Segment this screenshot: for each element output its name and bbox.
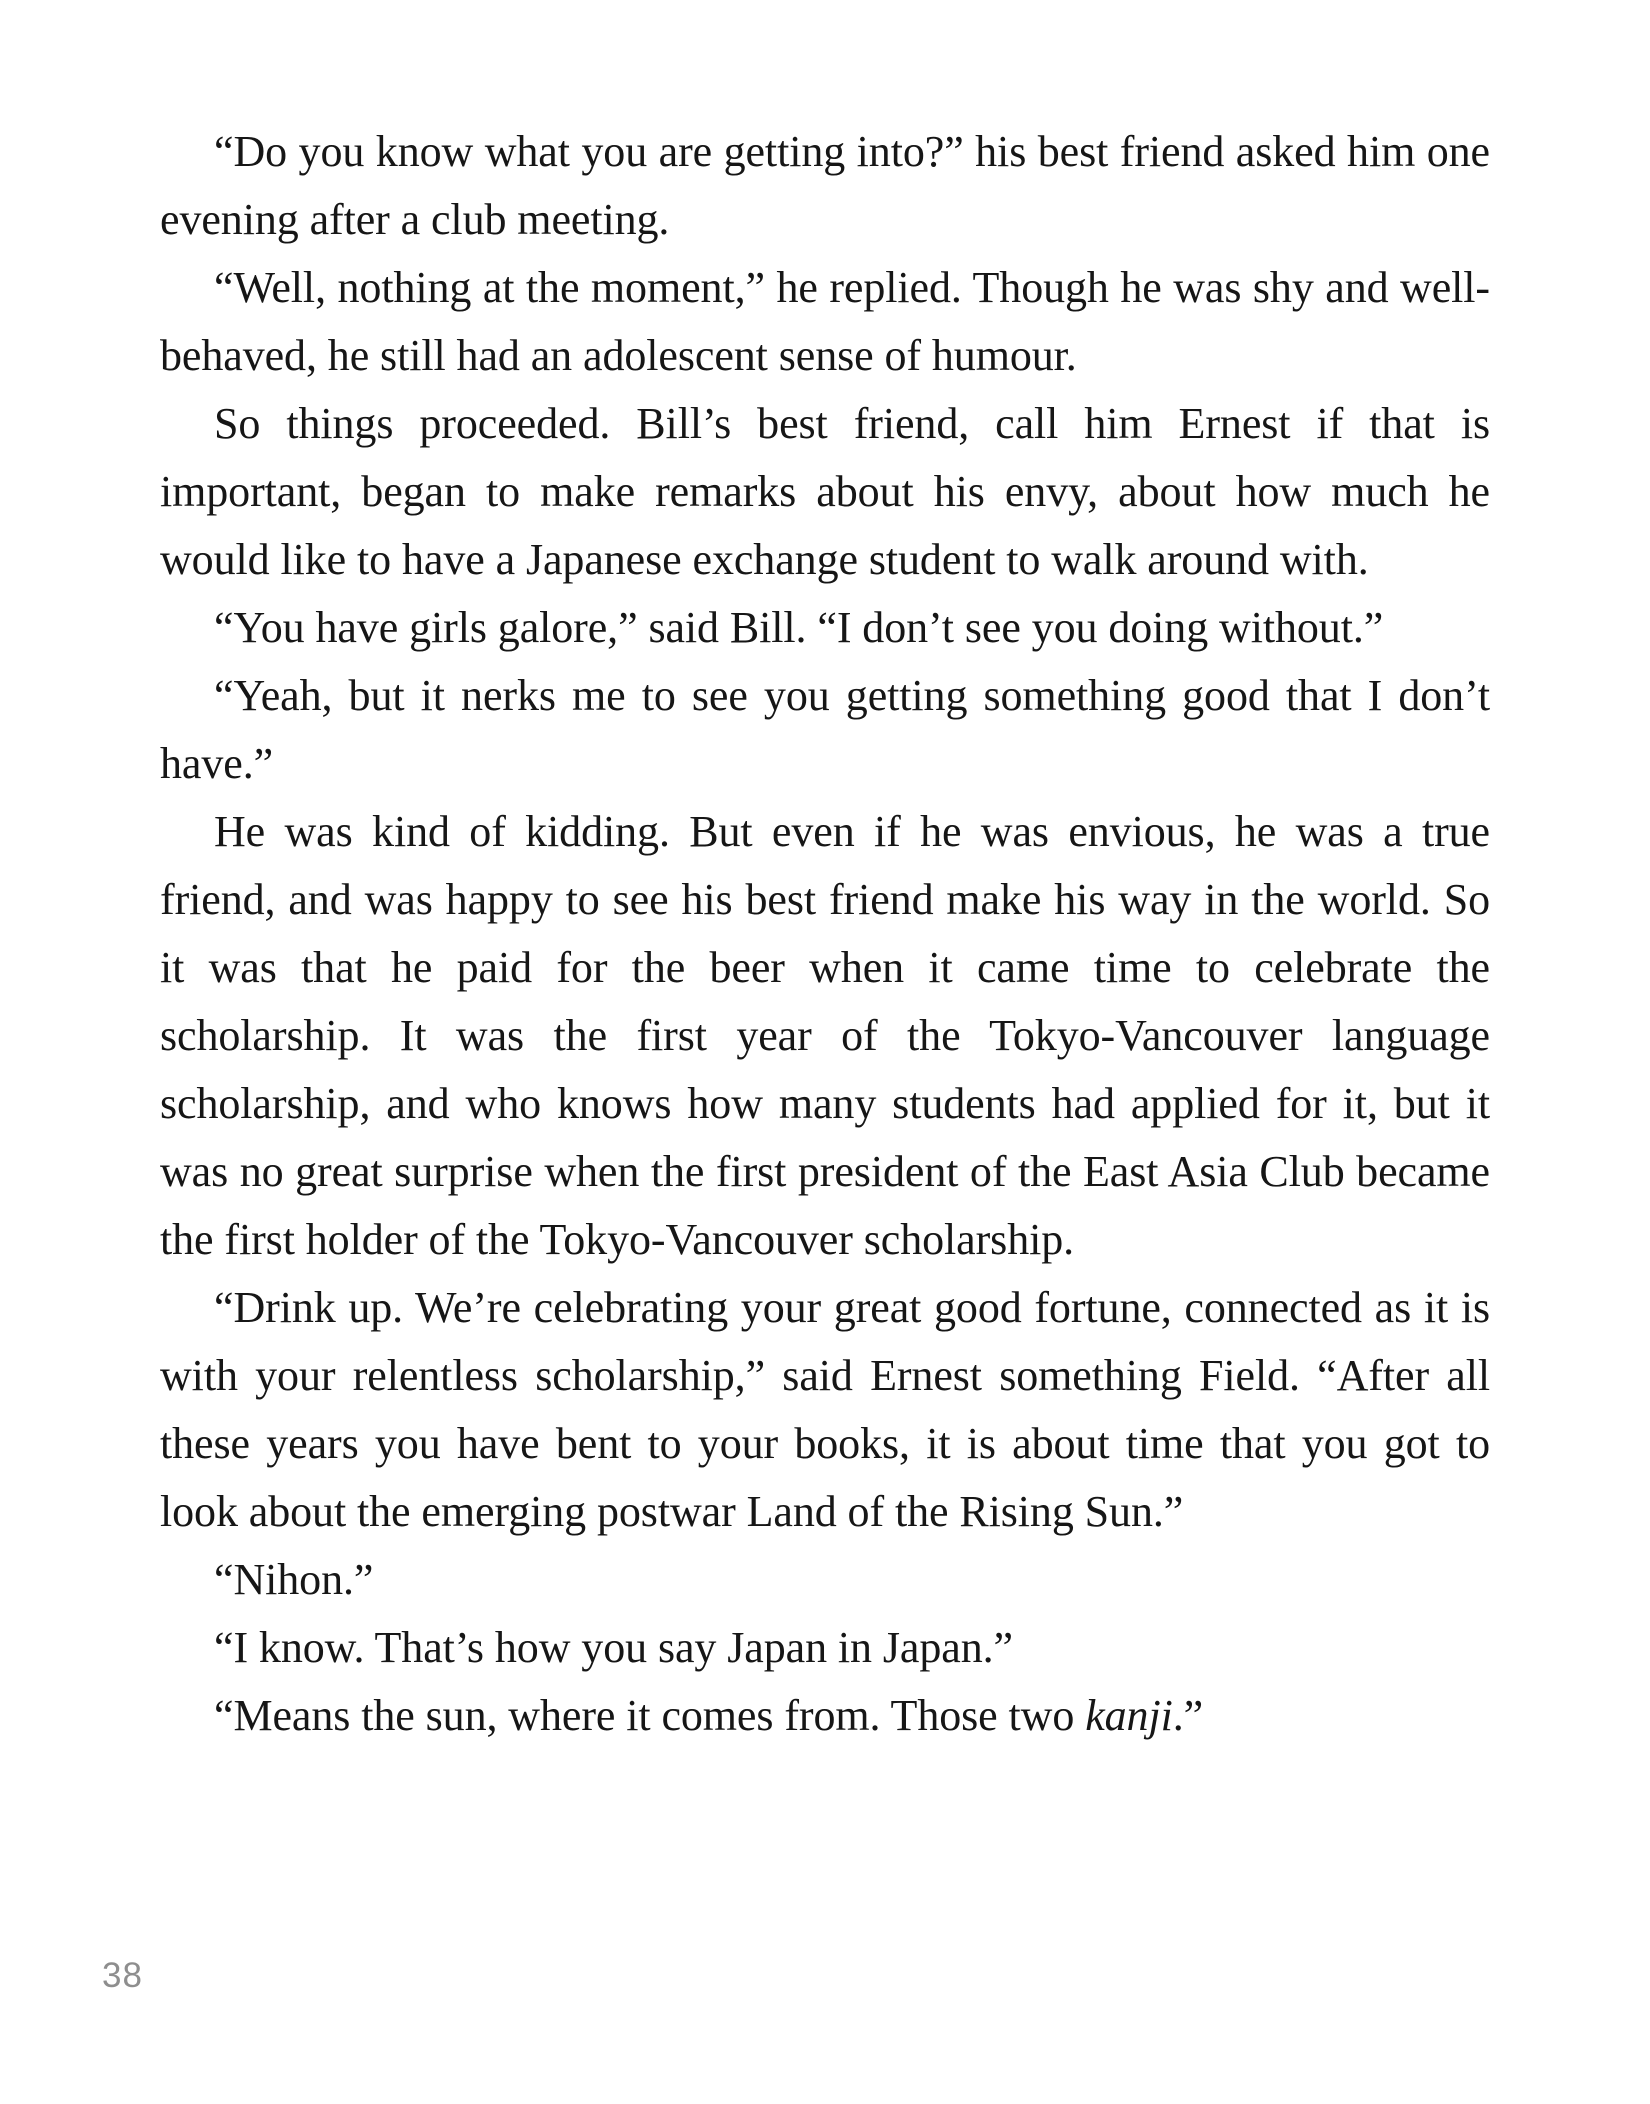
text-segment: “Do you know what you are getting into?” his best friend asked him one evening after a club meeting. [160, 127, 1490, 244]
text-segment: He was kind of kidding. But even if he was envious, he was a true friend, and was happy to see his best friend make his way in the world. So it was that he paid for the beer when it came time to celebrate the scholarship. It was the first year of the Tokyo-Vancouver language scholarship, and who knows how many students had applied for it, but it was no great surprise when the first president of the East Asia Club became the first holder of the Tokyo-Vancouver scholarship. [160, 807, 1490, 1264]
text-segment: “Nihon.” [214, 1555, 374, 1604]
paragraph [160, 254, 1490, 390]
italic-term: kanji [1085, 1691, 1173, 1740]
paragraph [160, 390, 1490, 594]
text-segment: .” [1172, 1691, 1204, 1740]
page-text [160, 118, 1490, 1750]
text-segment: “Drink up. We’re celebrating your great good fortune, connected as it is with your relentless scholarship,” said Ernest something Field. “After all these years you have bent to your books, it is about time that you got to look about the emerging postwar Land of the Rising Sun.” [160, 1283, 1490, 1536]
paragraph [160, 594, 1490, 662]
text-segment: “You have girls galore,” said Bill. “I don’t see you doing without.” [214, 603, 1384, 652]
paragraph [160, 1274, 1490, 1546]
text-segment: “Means the sun, where it comes from. Those two [214, 1691, 1086, 1740]
paragraph [160, 1546, 1490, 1614]
page-number: 38 [102, 1956, 143, 1995]
paragraph [160, 118, 1490, 254]
text-segment: “I know. That’s how you say Japan in Japan.” [214, 1623, 1013, 1672]
paragraph [160, 1614, 1490, 1682]
text-segment: “Yeah, but it nerks me to see you getting something good that I don’t have.” [160, 671, 1490, 788]
paragraph [160, 662, 1490, 798]
paragraph [160, 798, 1490, 1274]
text-segment: So things proceeded. Bill’s best friend, call him Ernest if that is important, began to make remarks about his envy, about how much he would like to have a Japanese exchange student to walk around with. [160, 399, 1490, 584]
paragraph [160, 1682, 1490, 1750]
text-segment: “Well, nothing at the moment,” he replied. Though he was shy and well-behaved, he still had an adolescent sense of humour. [160, 263, 1490, 380]
